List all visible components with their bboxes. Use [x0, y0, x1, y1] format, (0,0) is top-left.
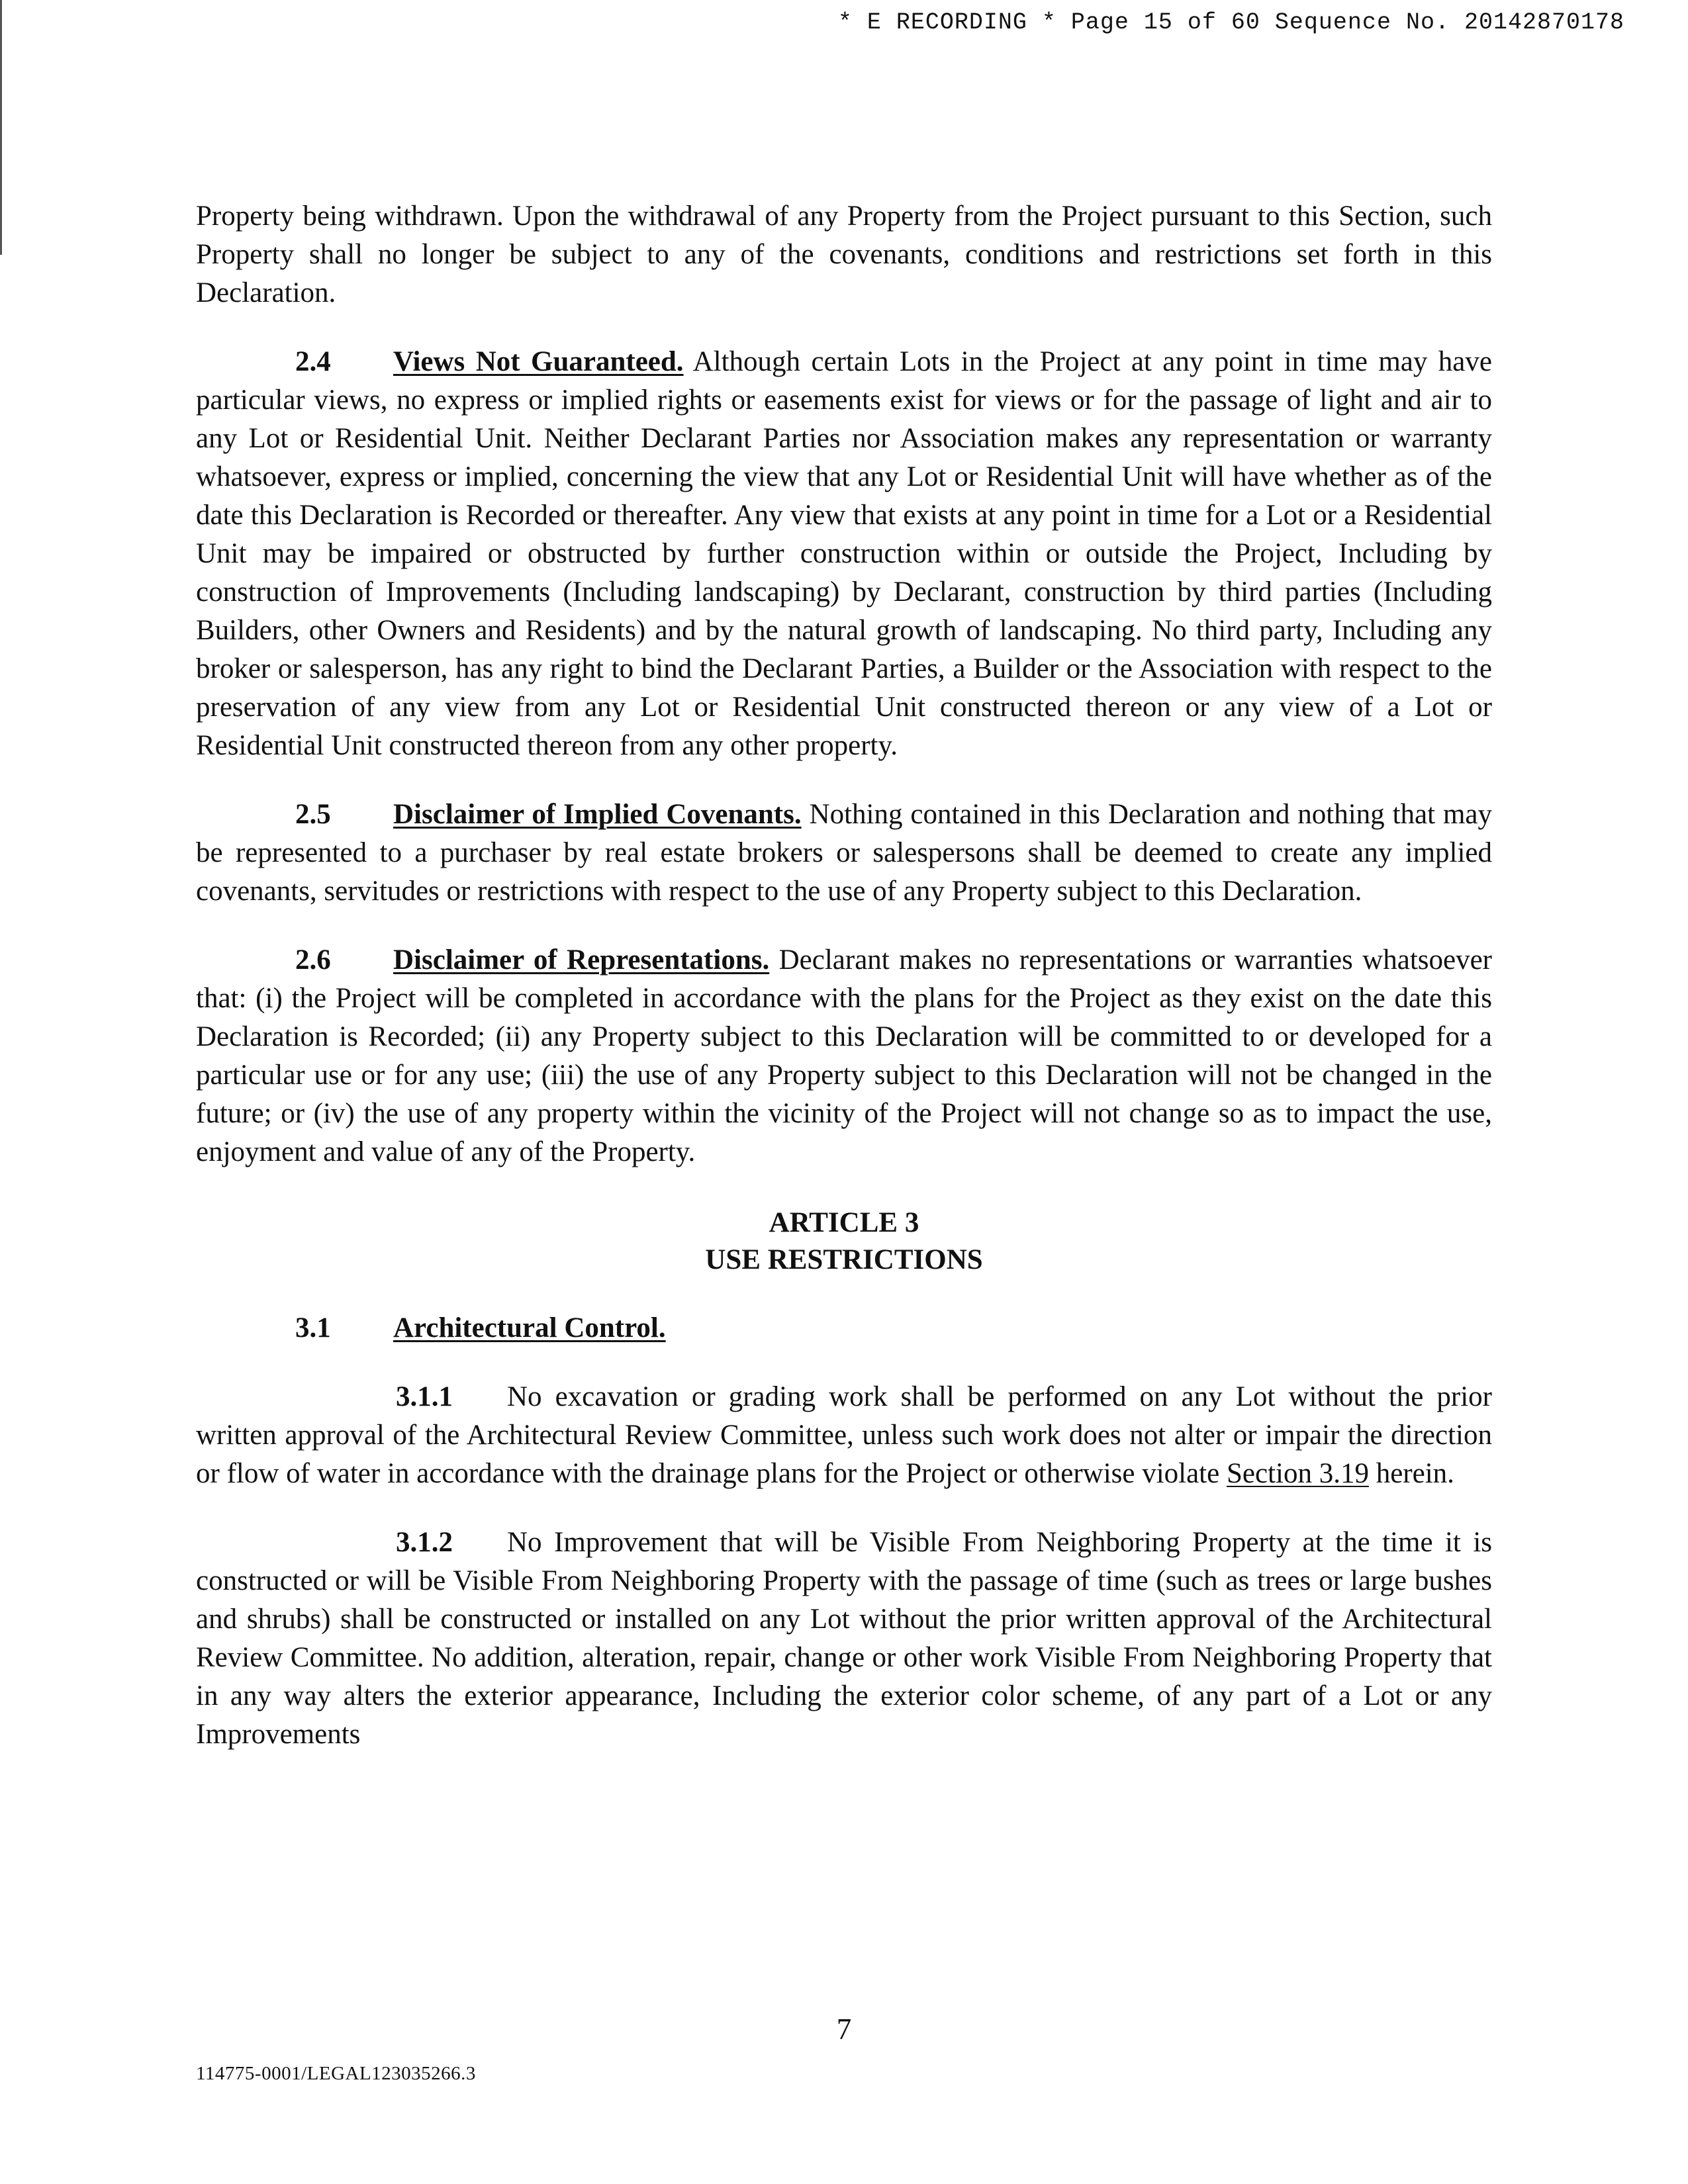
section-title: Disclaimer of Representations.: [393, 944, 770, 976]
section-number: 2.4: [295, 346, 331, 377]
section-title: Disclaimer of Implied Covenants.: [393, 799, 802, 830]
section-2-5: [196, 796, 1492, 911]
section-reference-link: Section 3.19: [1226, 1458, 1369, 1489]
subsection-number: 3.1.2: [396, 1527, 453, 1558]
page-number: 7: [836, 2013, 852, 2046]
section-2-6: [196, 941, 1492, 1171]
article-number: ARTICLE 3: [769, 1207, 919, 1238]
section-title: Views Not Guaranteed.: [393, 346, 684, 377]
subsection-text: No excavation or grading work shall be performed on any Lot without the prior written approval of the Architectural Review Committee, unless such work does not alter or impair the direction or flow of water in accordance with the drainage plans for the Project or otherwise violate: [196, 1381, 1492, 1489]
section-number: 2.5: [295, 799, 331, 830]
recording-stamp: * E RECORDING * Page 15 of 60 Sequence No. 20142870178: [837, 9, 1624, 36]
section-3-1-2: [196, 1524, 1492, 1754]
subsection-text: No Improvement that will be Visible From Neighboring Property at the time it is constructed or will be Visible From Neighboring Property with the passage of time (such as trees or large bushes and shrubs) shall be constructed or installed on any Lot without the prior written approval of the Architectural Review Committee. No addition, alteration, repair, change or other work Visible From Neighboring Property that in any way alters the exterior appearance, Including the exterior color scheme, of any part of a Lot or any Improvements: [196, 1527, 1492, 1750]
subsection-text-end: herein.: [1376, 1458, 1454, 1489]
section-3-1-1: [196, 1378, 1492, 1493]
scan-edge-line: [0, 0, 2, 255]
article-title: USE RESTRICTIONS: [705, 1244, 983, 1275]
section-number: 2.6: [295, 944, 331, 976]
section-text: Although certain Lots in the Project at any point in time may have particular views, no express or implied rights or easements exist for views or for the passage of light and air to any Lot or Residential Unit. Neither Declarant Parties nor Association makes any representation or warranty whatsoever, express or implied, concerning the view that any Lot or Residential Unit will have whether as of the date this Declaration is Recorded or thereafter. Any view that exists at any point in time for a Lot or a Residential Unit may be impaired or obstructed by further construction within or outside the Project, Including by construction of Improvements (Including landscaping) by Declarant, construction by third parties (Including Builders, other Owners and Residents) and by the natural growth of landscaping. No third party, Including any broker or salesperson, has any right to bind the Declarant Parties, a Builder or the Association with respect to the preservation of any view from any Lot or Residential Unit constructed thereon or any view of a Lot or Residential Unit constructed thereon from any other property.: [196, 346, 1492, 761]
article-heading: [196, 1205, 1492, 1279]
section-title: Architectural Control.: [393, 1312, 666, 1343]
document-id: 114775-0001/LEGAL123035266.3: [196, 2063, 476, 2084]
document-body: [196, 197, 1492, 1754]
section-text: Declarant makes no representations or warranties whatsoever that: (i) the Project will be completed in accordance with the plans for the Project as they exist on the date this Declaration is Recorded; (ii) any Property subject to this Declaration will be committed to or developed for a particular use or for any use; (iii) the use of any Property subject to this Declaration will not be changed in the future; or (iv) the use of any property within the vicinity of the Project will not change so as to impact the use, enjoyment and value of any of the Property.: [196, 944, 1492, 1167]
continuation-paragraph: Property being withdrawn. Upon the withdrawal of any Property from the Project pursuant to this Section, such Property shall no longer be subject to any of the covenants, conditions and restrictions set forth in this Declaration.: [196, 201, 1492, 308]
section-number: 3.1: [295, 1312, 331, 1343]
section-3-1: [196, 1309, 1492, 1347]
section-2-4: [196, 343, 1492, 765]
subsection-number: 3.1.1: [396, 1381, 453, 1412]
section-text: Nothing contained in this Declaration and nothing that may be represented to a purchaser by real estate brokers or salespersons shall be deemed to create any implied covenants, servitudes or restrictions with respect to the use of any Property subject to this Declaration.: [196, 799, 1493, 907]
